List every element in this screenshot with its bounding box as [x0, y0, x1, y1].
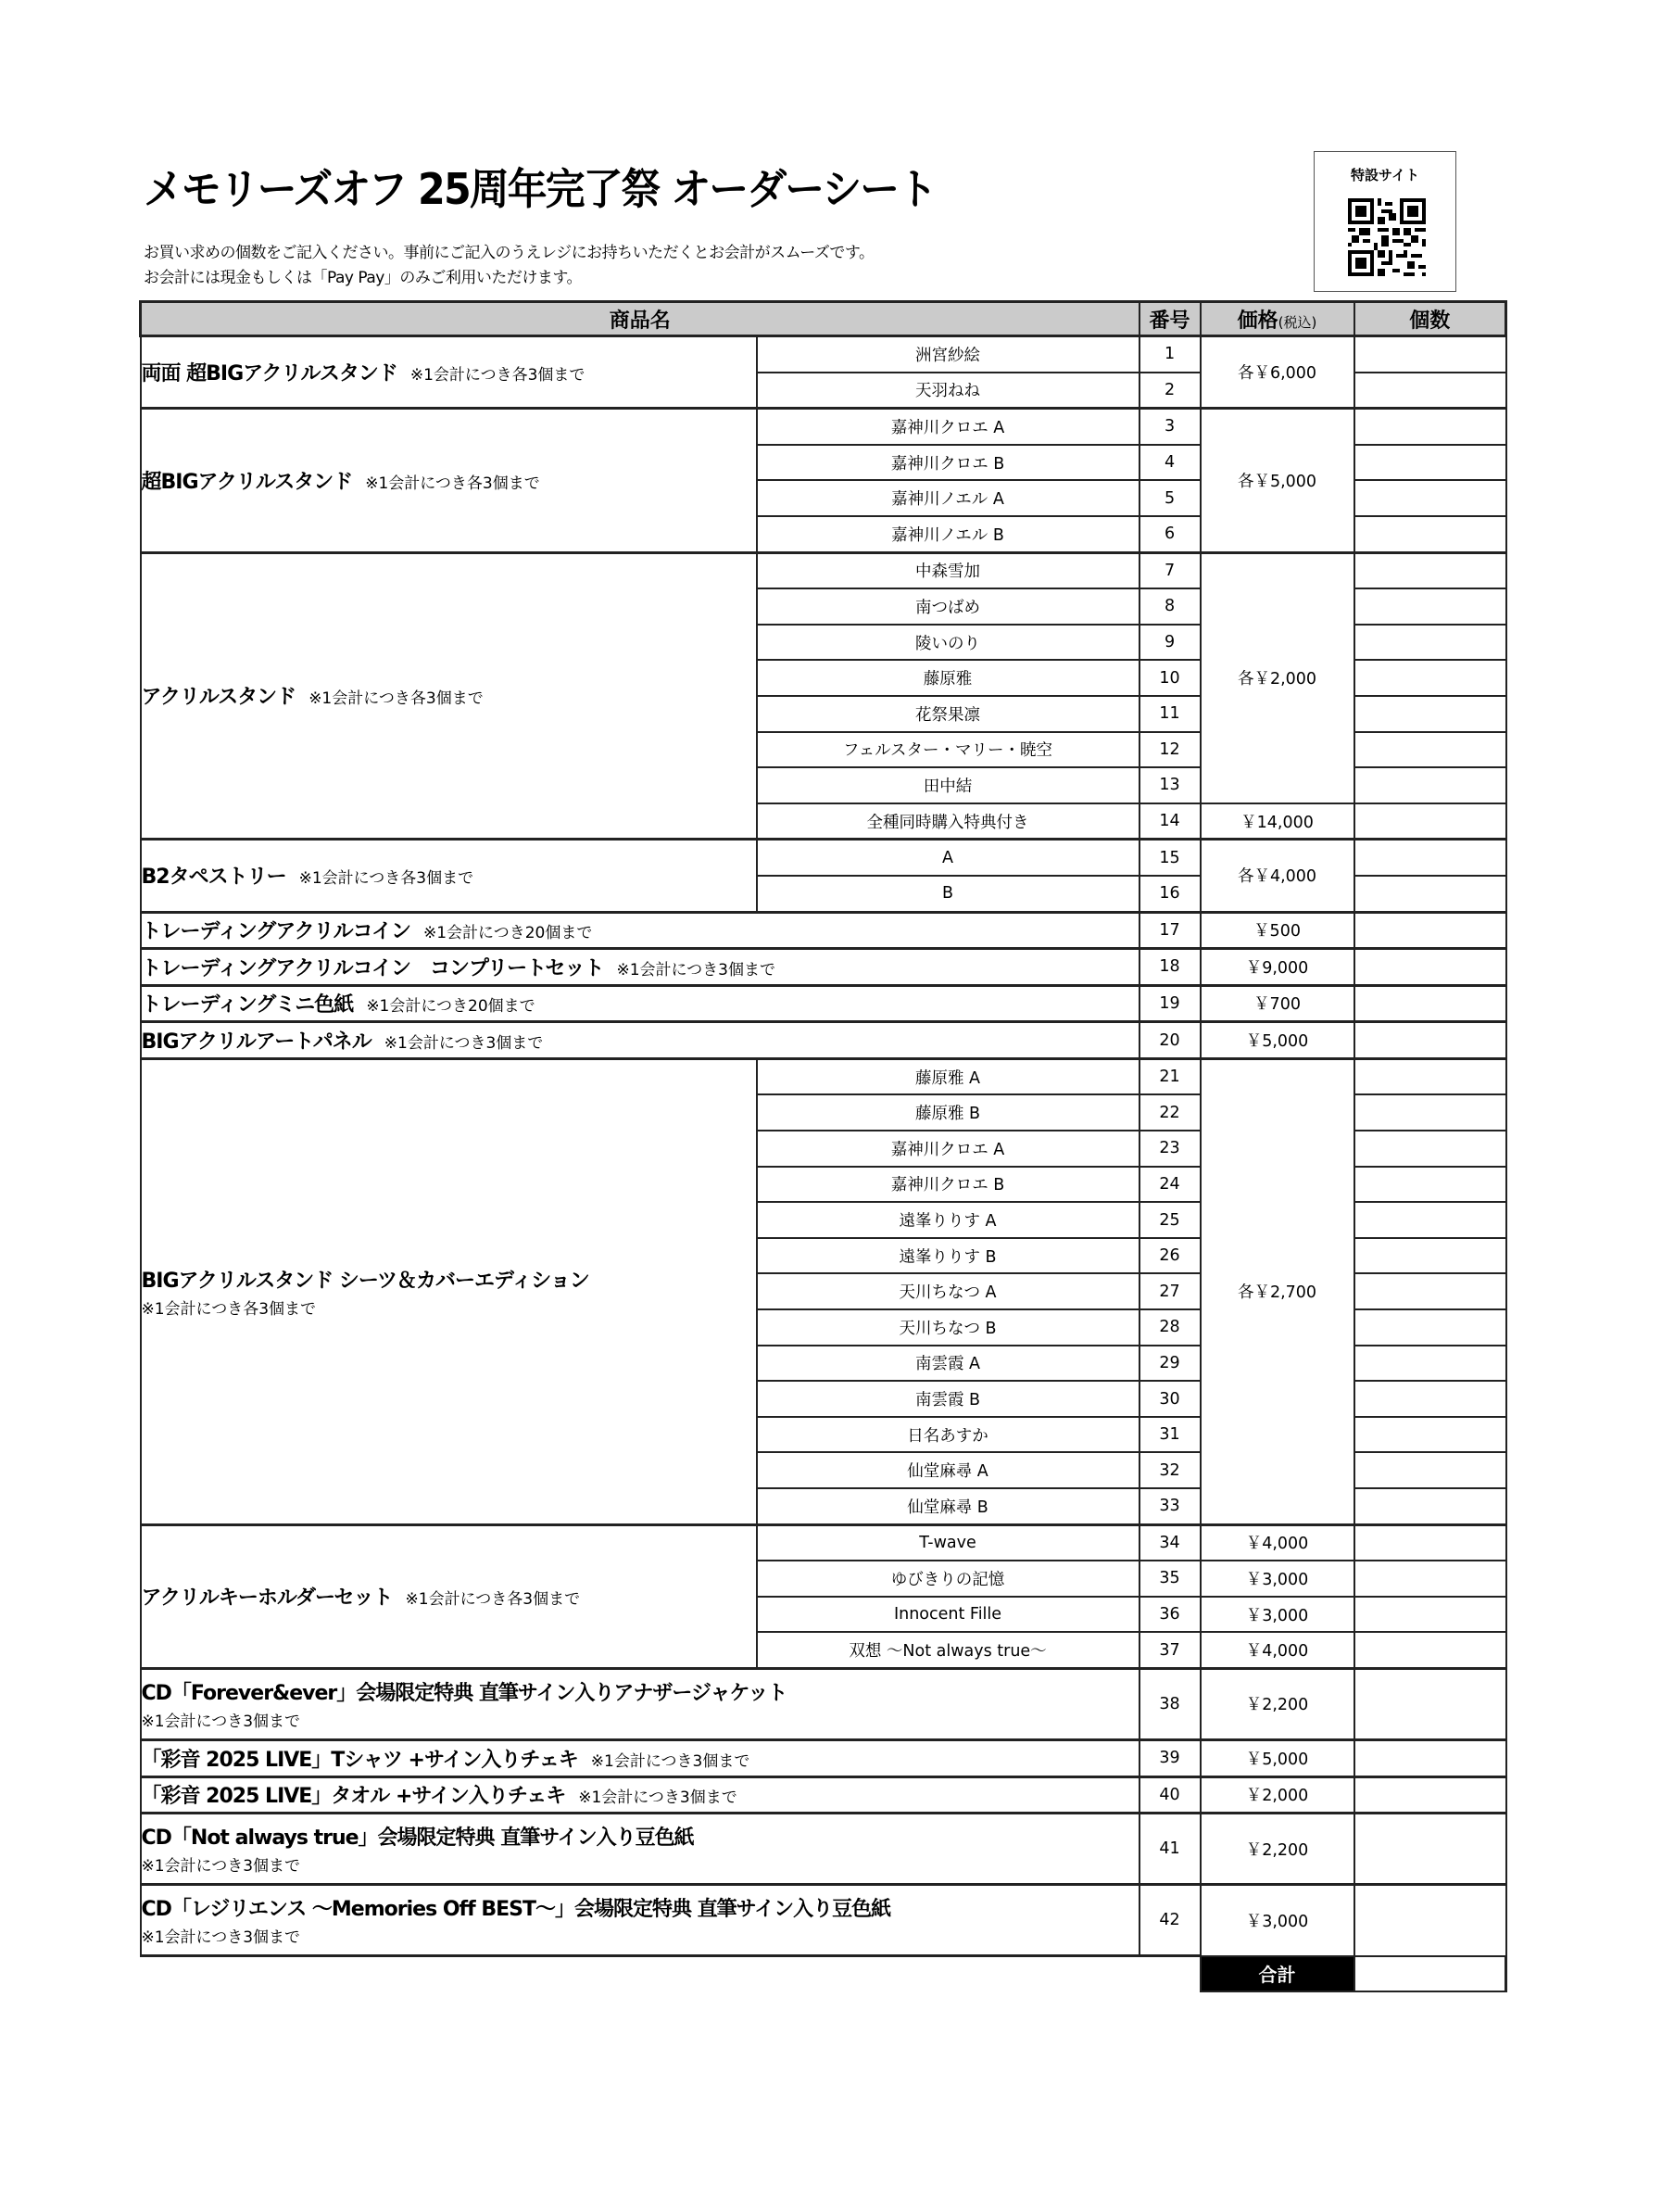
- quantity-input-cell[interactable]: [1354, 1202, 1506, 1238]
- item-variant: 天川ちなつ B: [757, 1309, 1139, 1346]
- item-variant: 遠峯りりす A: [757, 1202, 1139, 1238]
- table-row: [141, 1814, 1506, 1885]
- item-number: 1: [1139, 336, 1201, 373]
- item-number: 40: [1139, 1776, 1201, 1814]
- quantity-input-cell[interactable]: [1354, 1524, 1506, 1561]
- quantity-input-cell[interactable]: [1354, 1094, 1506, 1131]
- item-number: 8: [1139, 588, 1201, 625]
- quantity-input-cell[interactable]: [1354, 1632, 1506, 1668]
- quantity-input-cell[interactable]: [1354, 912, 1506, 949]
- item-variant: 全種同時購入特典付き: [757, 803, 1139, 840]
- item-variant: 嘉神川クロエ A: [757, 1131, 1139, 1167]
- item-variant: 天羽ねね: [757, 373, 1139, 409]
- product-group-name: アクリルスタンド: [141, 686, 296, 710]
- product-group-name-cell: [141, 552, 757, 840]
- table-row: [141, 912, 1506, 949]
- item-variant: T-wave: [757, 1524, 1139, 1561]
- item-number: 14: [1139, 803, 1201, 840]
- item-variant: 嘉神川クロエ A: [757, 409, 1139, 445]
- item-number: 6: [1139, 516, 1201, 552]
- item-variant: 南雲霞 A: [757, 1346, 1139, 1382]
- item-number: 37: [1139, 1632, 1201, 1668]
- quantity-input-cell[interactable]: [1354, 1022, 1506, 1059]
- item-number: 13: [1139, 767, 1201, 803]
- product-group-name-cell: [141, 1524, 757, 1668]
- quantity-input-cell[interactable]: [1354, 840, 1506, 876]
- table-row: [141, 1885, 1506, 1956]
- product-group-name-cell: [141, 840, 757, 912]
- item-variant: B: [757, 876, 1139, 912]
- item-variant: 中森雪加: [757, 552, 1139, 588]
- item-variant: 南つばめ: [757, 588, 1139, 625]
- product-group-name: BIGアクリルアートパネル: [141, 1030, 371, 1055]
- quantity-input-cell[interactable]: [1354, 949, 1506, 986]
- item-price: 各￥4,000: [1201, 840, 1354, 912]
- product-group-name: 「彩音 2025 LIVE」Tシャツ +サイン入りチェキ: [141, 1748, 578, 1772]
- column-header-price: 価格(税込): [1201, 302, 1354, 336]
- item-price: ￥9,000: [1201, 949, 1354, 986]
- product-group-name-cell: [141, 985, 1139, 1022]
- product-group-name-cell: [141, 912, 1139, 949]
- quantity-input-cell[interactable]: [1354, 1885, 1506, 1956]
- item-number: 36: [1139, 1597, 1201, 1633]
- quantity-input-cell[interactable]: [1354, 767, 1506, 803]
- item-variant: 南雲霞 B: [757, 1381, 1139, 1417]
- item-variant: 天川ちなつ A: [757, 1273, 1139, 1309]
- quantity-input-cell[interactable]: [1354, 1131, 1506, 1167]
- table-row: [141, 336, 1506, 373]
- quantity-input-cell[interactable]: [1354, 516, 1506, 552]
- item-number: 21: [1139, 1058, 1201, 1094]
- item-number: 27: [1139, 1273, 1201, 1309]
- product-group-name: 「彩音 2025 LIVE」タオル +サイン入りチェキ: [141, 1785, 566, 1809]
- quantity-input-cell[interactable]: [1354, 1776, 1506, 1814]
- product-group-name-cell: [141, 949, 1139, 986]
- product-group-name-cell: [141, 336, 757, 409]
- item-number: 31: [1139, 1417, 1201, 1453]
- purchase-limit-note: ※1会計につき3個まで: [384, 1034, 544, 1054]
- total-row: [141, 1956, 1506, 1992]
- column-header-qty: 個数: [1354, 302, 1506, 336]
- quantity-input-cell[interactable]: [1354, 373, 1506, 409]
- table-row: [141, 1668, 1506, 1739]
- purchase-limit-note: ※1会計につき20個まで: [366, 997, 535, 1017]
- item-variant: 花祭果凛: [757, 696, 1139, 732]
- product-group-name: アクリルキーホルダーセット: [141, 1586, 393, 1611]
- purchase-limit-note: ※1会計につき各3個まで: [409, 366, 585, 386]
- table-header-row: [141, 302, 1506, 336]
- product-group-name-cell: [141, 1885, 1139, 1956]
- item-variant: 仙堂麻尋 B: [757, 1488, 1139, 1524]
- item-number: 19: [1139, 985, 1201, 1022]
- quantity-input-cell[interactable]: [1354, 696, 1506, 732]
- item-number: 2: [1139, 373, 1201, 409]
- product-group-name: B2タペストリー: [141, 866, 286, 890]
- item-variant: 嘉神川クロエ B: [757, 1167, 1139, 1203]
- item-price: ￥2,000: [1201, 1776, 1354, 1814]
- item-variant: 嘉神川クロエ B: [757, 445, 1139, 481]
- item-price: 各￥2,700: [1201, 1058, 1354, 1524]
- item-number: 35: [1139, 1561, 1201, 1597]
- item-variant: 陵いのり: [757, 625, 1139, 661]
- item-variant: ゆびきりの記憶: [757, 1561, 1139, 1597]
- item-number: 30: [1139, 1381, 1201, 1417]
- item-variant: Innocent Fille: [757, 1597, 1139, 1633]
- quantity-input-cell[interactable]: [1354, 1273, 1506, 1309]
- item-price: ￥3,000: [1201, 1885, 1354, 1956]
- product-group-name: CD「レジリエンス ～Memories Off BEST～」会場限定特典 直筆サイン入り豆色紙: [141, 1898, 891, 1922]
- item-price: ￥3,000: [1201, 1597, 1354, 1633]
- item-number: 16: [1139, 876, 1201, 912]
- item-variant: 仙堂麻尋 A: [757, 1452, 1139, 1488]
- item-variant: 日名あすか: [757, 1417, 1139, 1453]
- quantity-input-cell[interactable]: [1354, 625, 1506, 661]
- qr-label: 特設サイト: [1351, 167, 1419, 183]
- item-variant: 藤原雅 B: [757, 1094, 1139, 1131]
- quantity-input-cell[interactable]: [1354, 480, 1506, 516]
- item-number: 34: [1139, 1524, 1201, 1561]
- page-title: メモリーズオフ 25周年完了祭 オーダーシート: [144, 164, 937, 214]
- quantity-input-cell[interactable]: [1354, 1739, 1506, 1776]
- purchase-limit-note: ※1会計につき3個まで: [590, 1751, 750, 1771]
- item-price: ￥2,200: [1201, 1668, 1354, 1739]
- item-number: 32: [1139, 1452, 1201, 1488]
- column-header-number: 番号: [1139, 302, 1201, 336]
- product-group-name: トレーディングミニ色紙: [141, 993, 354, 1018]
- qr-code-icon[interactable]: [1348, 198, 1426, 276]
- item-number: 3: [1139, 409, 1201, 445]
- item-number: 15: [1139, 840, 1201, 876]
- quantity-input-cell[interactable]: [1354, 1238, 1506, 1274]
- item-variant: 双想 ～Not always true～: [757, 1632, 1139, 1668]
- item-number: 28: [1139, 1309, 1201, 1346]
- table-row: [141, 1776, 1506, 1814]
- table-row: [141, 985, 1506, 1022]
- product-group-name-cell: [141, 1668, 1139, 1739]
- item-price: ￥4,000: [1201, 1632, 1354, 1668]
- item-number: 7: [1139, 552, 1201, 588]
- item-number: 17: [1139, 912, 1201, 949]
- purchase-limit-note: ※1会計につき3個まで: [578, 1789, 737, 1808]
- item-number: 20: [1139, 1022, 1201, 1059]
- quantity-input-cell[interactable]: [1354, 1167, 1506, 1203]
- tax-included-note: (税込): [1278, 313, 1317, 331]
- item-number: 22: [1139, 1094, 1201, 1131]
- table-row: [141, 949, 1506, 986]
- product-group-name: BIGアクリルスタンド シーツ＆カバーエディション: [141, 1269, 589, 1293]
- table-row: [141, 1058, 1506, 1094]
- product-group-name-cell: [141, 1776, 1139, 1814]
- item-price: ￥4,000: [1201, 1524, 1354, 1561]
- special-site-qr-box[interactable]: [1314, 151, 1456, 292]
- item-number: 38: [1139, 1668, 1201, 1739]
- quantity-input-cell[interactable]: [1354, 552, 1506, 588]
- quantity-input-cell[interactable]: [1354, 985, 1506, 1022]
- item-number: 41: [1139, 1814, 1201, 1885]
- item-number: 33: [1139, 1488, 1201, 1524]
- quantity-input-cell[interactable]: [1354, 409, 1506, 445]
- quantity-input-cell[interactable]: [1354, 1417, 1506, 1453]
- table-row: [141, 840, 1506, 876]
- item-price: 各￥6,000: [1201, 336, 1354, 409]
- column-header-name: 商品名: [141, 302, 1139, 336]
- product-group-name: トレーディングアクリルコイン コンプリートセット: [141, 956, 604, 980]
- product-group-name-cell: [141, 1058, 757, 1524]
- item-number: 26: [1139, 1238, 1201, 1274]
- purchase-limit-note: ※1会計につき各3個まで: [141, 1299, 317, 1319]
- item-price: ￥500: [1201, 912, 1354, 949]
- item-number: 10: [1139, 660, 1201, 696]
- item-variant: 洲宮紗絵: [757, 336, 1139, 373]
- purchase-limit-note: ※1会計につき各3個まで: [405, 1590, 581, 1610]
- item-price: ￥5,000: [1201, 1022, 1354, 1059]
- item-price: ￥3,000: [1201, 1561, 1354, 1597]
- total-label: 合計: [1201, 1956, 1354, 1992]
- quantity-input-cell[interactable]: [1354, 1381, 1506, 1417]
- quantity-input-cell[interactable]: [1354, 1561, 1506, 1597]
- product-group-name-cell: [141, 1814, 1139, 1885]
- item-number: 4: [1139, 445, 1201, 481]
- product-group-name-cell: [141, 409, 757, 552]
- purchase-limit-note: ※1会計につき3個まで: [141, 1928, 301, 1948]
- quantity-input-cell[interactable]: [1354, 660, 1506, 696]
- product-group-name: CD「Forever&ever」会場限定特典 直筆サイン入りアナザージャケット: [141, 1681, 787, 1705]
- table-row: [141, 409, 1506, 445]
- item-variant: 嘉神川ノエル B: [757, 516, 1139, 552]
- item-number: 5: [1139, 480, 1201, 516]
- item-number: 29: [1139, 1346, 1201, 1382]
- quantity-input-cell[interactable]: [1354, 803, 1506, 840]
- product-group-name: トレーディングアクリルコイン: [141, 920, 410, 944]
- quantity-input-cell[interactable]: [1354, 1488, 1506, 1524]
- item-number: 42: [1139, 1885, 1201, 1956]
- total-qty-input[interactable]: [1354, 1956, 1506, 1992]
- product-group-name: 両面 超BIGアクリルスタンド: [141, 362, 397, 386]
- item-variant: 藤原雅: [757, 660, 1139, 696]
- item-variant: A: [757, 840, 1139, 876]
- item-price: 各￥5,000: [1201, 409, 1354, 552]
- item-number: 18: [1139, 949, 1201, 986]
- item-number: 23: [1139, 1131, 1201, 1167]
- item-price: 各￥2,000: [1201, 552, 1354, 803]
- quantity-input-cell[interactable]: [1354, 1597, 1506, 1633]
- table-row: [141, 552, 1506, 588]
- product-group-name: CD「Not always true」会場限定特典 直筆サイン入り豆色紙: [141, 1826, 694, 1851]
- item-number: 39: [1139, 1739, 1201, 1776]
- item-number: 24: [1139, 1167, 1201, 1203]
- item-variant: フェルスター・マリー・暁空: [757, 732, 1139, 768]
- quantity-input-cell[interactable]: [1354, 1452, 1506, 1488]
- quantity-input-cell[interactable]: [1354, 1309, 1506, 1346]
- purchase-limit-note: ※1会計につき3個まで: [141, 1857, 301, 1877]
- purchase-limit-note: ※1会計につき20個まで: [422, 924, 593, 943]
- order-table: [139, 300, 1507, 1992]
- quantity-input-cell[interactable]: [1354, 336, 1506, 373]
- item-variant: 嘉神川ノエル A: [757, 480, 1139, 516]
- quantity-input-cell[interactable]: [1354, 445, 1506, 481]
- item-price: ￥5,000: [1201, 1739, 1354, 1776]
- item-variant: 藤原雅 A: [757, 1058, 1139, 1094]
- purchase-limit-note: ※1会計につき各3個まで: [298, 869, 474, 889]
- quantity-input-cell[interactable]: [1354, 1346, 1506, 1382]
- item-price: ￥700: [1201, 985, 1354, 1022]
- purchase-limit-note: ※1会計につき3個まで: [616, 960, 775, 980]
- product-group-name-cell: [141, 1022, 1139, 1059]
- quantity-input-cell[interactable]: [1354, 876, 1506, 912]
- quantity-input-cell[interactable]: [1354, 732, 1506, 768]
- item-price: ￥2,200: [1201, 1814, 1354, 1885]
- purchase-limit-note: ※1会計につき3個まで: [141, 1712, 301, 1731]
- purchase-limit-note: ※1会計につき各3個まで: [365, 474, 540, 493]
- product-group-name: 超BIGアクリルスタンド: [141, 470, 353, 494]
- product-group-name-cell: [141, 1739, 1139, 1776]
- quantity-input-cell[interactable]: [1354, 588, 1506, 625]
- table-row: [141, 1022, 1506, 1059]
- intro-text-line2: お会計には現金もしくは「Pay Pay」のみご利用いただけます。: [144, 269, 582, 287]
- quantity-input-cell[interactable]: [1354, 1814, 1506, 1885]
- item-number: 11: [1139, 696, 1201, 732]
- quantity-input-cell[interactable]: [1354, 1058, 1506, 1094]
- table-row: [141, 1739, 1506, 1776]
- item-number: 25: [1139, 1202, 1201, 1238]
- item-number: 9: [1139, 625, 1201, 661]
- item-price: ￥14,000: [1201, 803, 1354, 840]
- purchase-limit-note: ※1会計につき各3個まで: [308, 689, 484, 709]
- item-variant: 田中結: [757, 767, 1139, 803]
- item-number: 12: [1139, 732, 1201, 768]
- quantity-input-cell[interactable]: [1354, 1668, 1506, 1739]
- item-variant: 遠峯りりす B: [757, 1238, 1139, 1274]
- table-row: [141, 1524, 1506, 1561]
- intro-text-line1: お買い求めの個数をご記入ください。事前にご記入のうえレジにお持ちいただくとお会計がスムーズです。: [144, 244, 875, 262]
